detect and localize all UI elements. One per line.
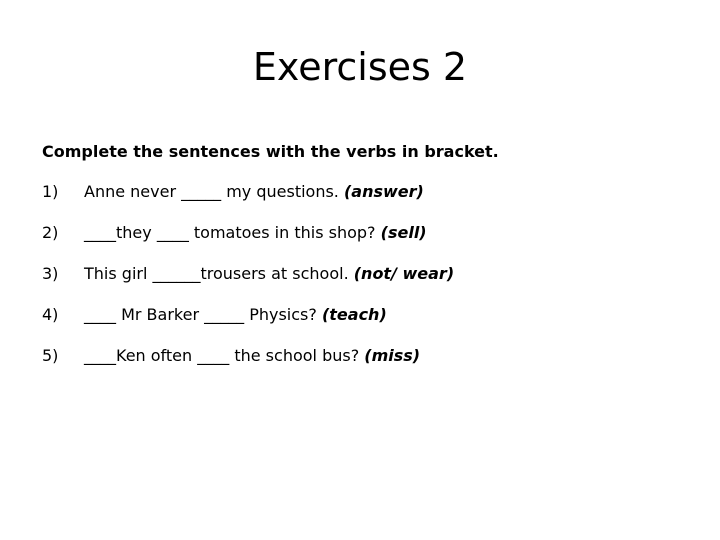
exercise-item-1 — [42, 180, 682, 221]
exercise-item-4 — [42, 303, 682, 344]
verb-hint: (sell) — [380, 223, 427, 242]
item-sentence — [84, 262, 682, 286]
item-number: 3) — [42, 264, 59, 283]
sentence-text: This girl ______trousers at school. — [84, 264, 354, 283]
sentence-text: ____Ken often ____ the school bus? — [84, 346, 365, 365]
exercise-item-5 — [42, 344, 682, 385]
item-sentence — [84, 344, 682, 368]
item-number: 1) — [42, 182, 59, 201]
item-number: 5) — [42, 346, 59, 365]
item-number: 2) — [42, 223, 59, 242]
sentence-text: Anne never _____ my questions. — [84, 182, 344, 201]
exercise-list — [42, 180, 682, 385]
verb-hint: (miss) — [364, 346, 421, 365]
item-sentence — [84, 303, 682, 327]
item-sentence — [84, 221, 682, 245]
item-sentence — [84, 180, 682, 204]
slide-title — [0, 42, 720, 92]
exercise-instruction: Complete the sentences with the verbs in bracket. — [42, 142, 499, 161]
verb-hint: (answer) — [343, 182, 424, 201]
verb-hint: (not/ wear) — [353, 264, 455, 283]
sentence-text: ____they ____ tomatoes in this shop? — [84, 223, 381, 242]
exercise-item-3 — [42, 262, 682, 303]
title-text: Exercises 2 — [252, 45, 468, 89]
sentence-text: ____ Mr Barker _____ Physics? — [84, 305, 322, 324]
item-number: 4) — [42, 305, 59, 324]
verb-hint: (teach) — [321, 305, 387, 324]
exercise-item-2 — [42, 221, 682, 262]
